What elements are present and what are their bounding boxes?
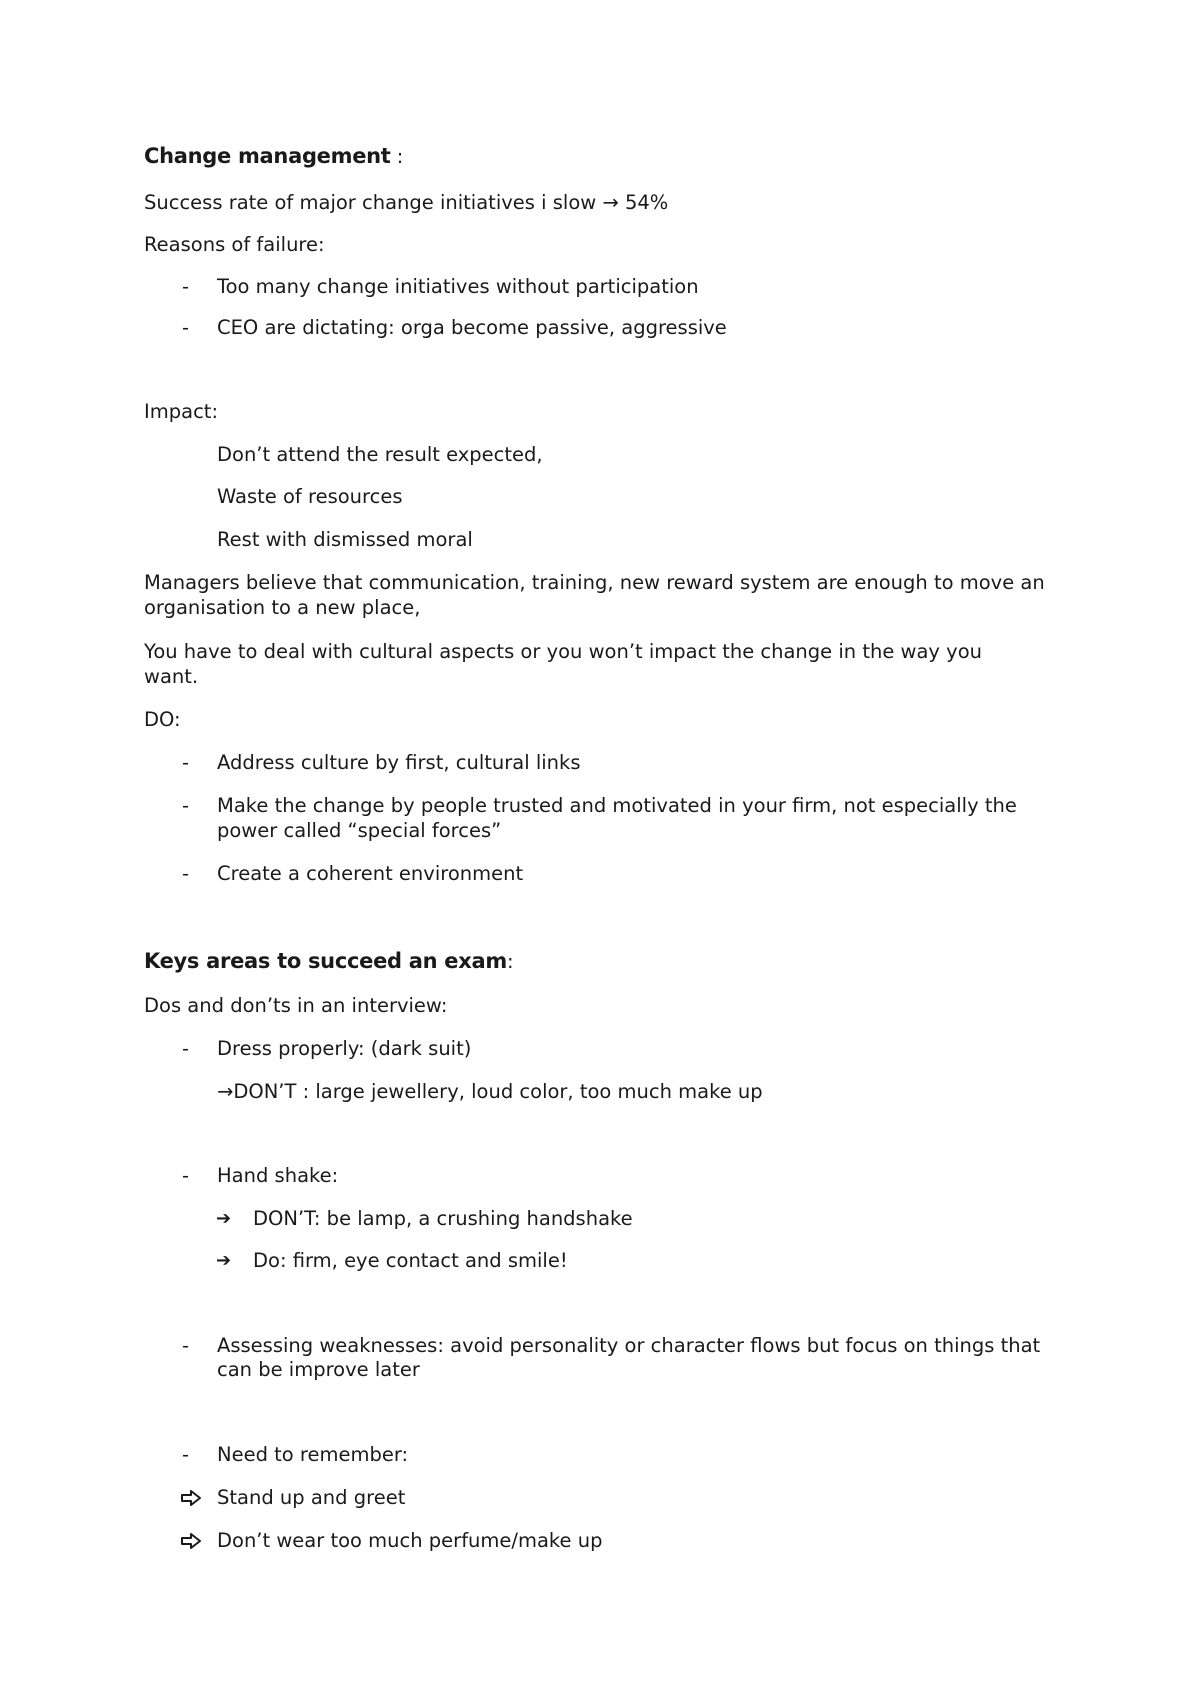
section1-heading: Change management xyxy=(144,144,391,168)
bullet-dash: - xyxy=(182,862,190,885)
dress-item: Dress properly: (dark suit) xyxy=(217,1037,472,1060)
do-item: Make the change by people trusted and motivated in your firm, not especially the xyxy=(217,794,1017,817)
bullet-dash: - xyxy=(182,275,190,298)
hand-dont-item: DON’T: be lamp, a crushing handshake xyxy=(253,1207,633,1230)
remember-list-item: Don’t wear too much perfume/make up xyxy=(217,1529,603,1552)
hollow-arrow-icon xyxy=(180,1532,202,1550)
arrow-bullet-icon: ➔ xyxy=(216,1250,232,1271)
hand-shake-item: Hand shake: xyxy=(217,1164,339,1187)
impact-item: Rest with dismissed moral xyxy=(217,528,473,551)
remember-list-item: Stand up and greet xyxy=(217,1486,406,1509)
weakness-item: Assessing weaknesses: avoid personality or character flows but focus on things that xyxy=(217,1334,1041,1357)
interview-intro: Dos and don’ts in an interview: xyxy=(144,994,448,1017)
bullet-dash: - xyxy=(182,1443,190,1466)
impact-label: Impact: xyxy=(144,400,219,423)
do-label: DO: xyxy=(144,708,181,731)
section1-heading-row xyxy=(144,143,403,170)
reasons-label: Reasons of failure: xyxy=(144,233,325,256)
reason-item: Too many change initiatives without participation xyxy=(217,275,699,298)
weakness-item-continuation: can be improve later xyxy=(217,1358,420,1381)
managers-paragraph-line: Managers believe that communication, training, new reward system are enough to move an xyxy=(144,571,1045,594)
section2-heading: Keys areas to succeed an exam xyxy=(144,949,507,973)
bullet-dash: - xyxy=(182,1334,190,1357)
bullet-dash: - xyxy=(182,751,190,774)
bullet-dash: - xyxy=(182,1037,190,1060)
managers-paragraph-line: organisation to a new place, xyxy=(144,596,421,619)
bullet-dash: - xyxy=(182,316,190,339)
culture-paragraph-line: want. xyxy=(144,665,199,688)
do-item: Address culture by first, cultural links xyxy=(217,751,581,774)
do-item: Create a coherent environment xyxy=(217,862,524,885)
remember-item: Need to remember: xyxy=(217,1443,409,1466)
impact-item: Don’t attend the result expected, xyxy=(217,443,543,466)
section2-heading-colon: : xyxy=(506,950,514,973)
success-rate-line: Success rate of major change initiatives i slow → 54% xyxy=(144,191,669,214)
dress-dont-line: →DON’T : large jewellery, loud color, too much make up xyxy=(217,1080,763,1103)
arrow-bullet-icon: ➔ xyxy=(216,1208,232,1229)
hollow-arrow-icon xyxy=(180,1489,202,1507)
do-item-continuation: power called “special forces” xyxy=(217,819,502,842)
impact-item: Waste of resources xyxy=(217,485,403,508)
culture-paragraph-line: You have to deal with cultural aspects or you won’t impact the change in the way you xyxy=(144,640,982,663)
bullet-dash: - xyxy=(182,794,190,817)
reason-item: CEO are dictating: orga become passive, aggressive xyxy=(217,316,727,339)
bullet-dash: - xyxy=(182,1164,190,1187)
section2-heading-row xyxy=(144,948,514,975)
hand-do-item: Do: firm, eye contact and smile! xyxy=(253,1249,568,1272)
section1-heading-colon: : xyxy=(390,145,404,168)
